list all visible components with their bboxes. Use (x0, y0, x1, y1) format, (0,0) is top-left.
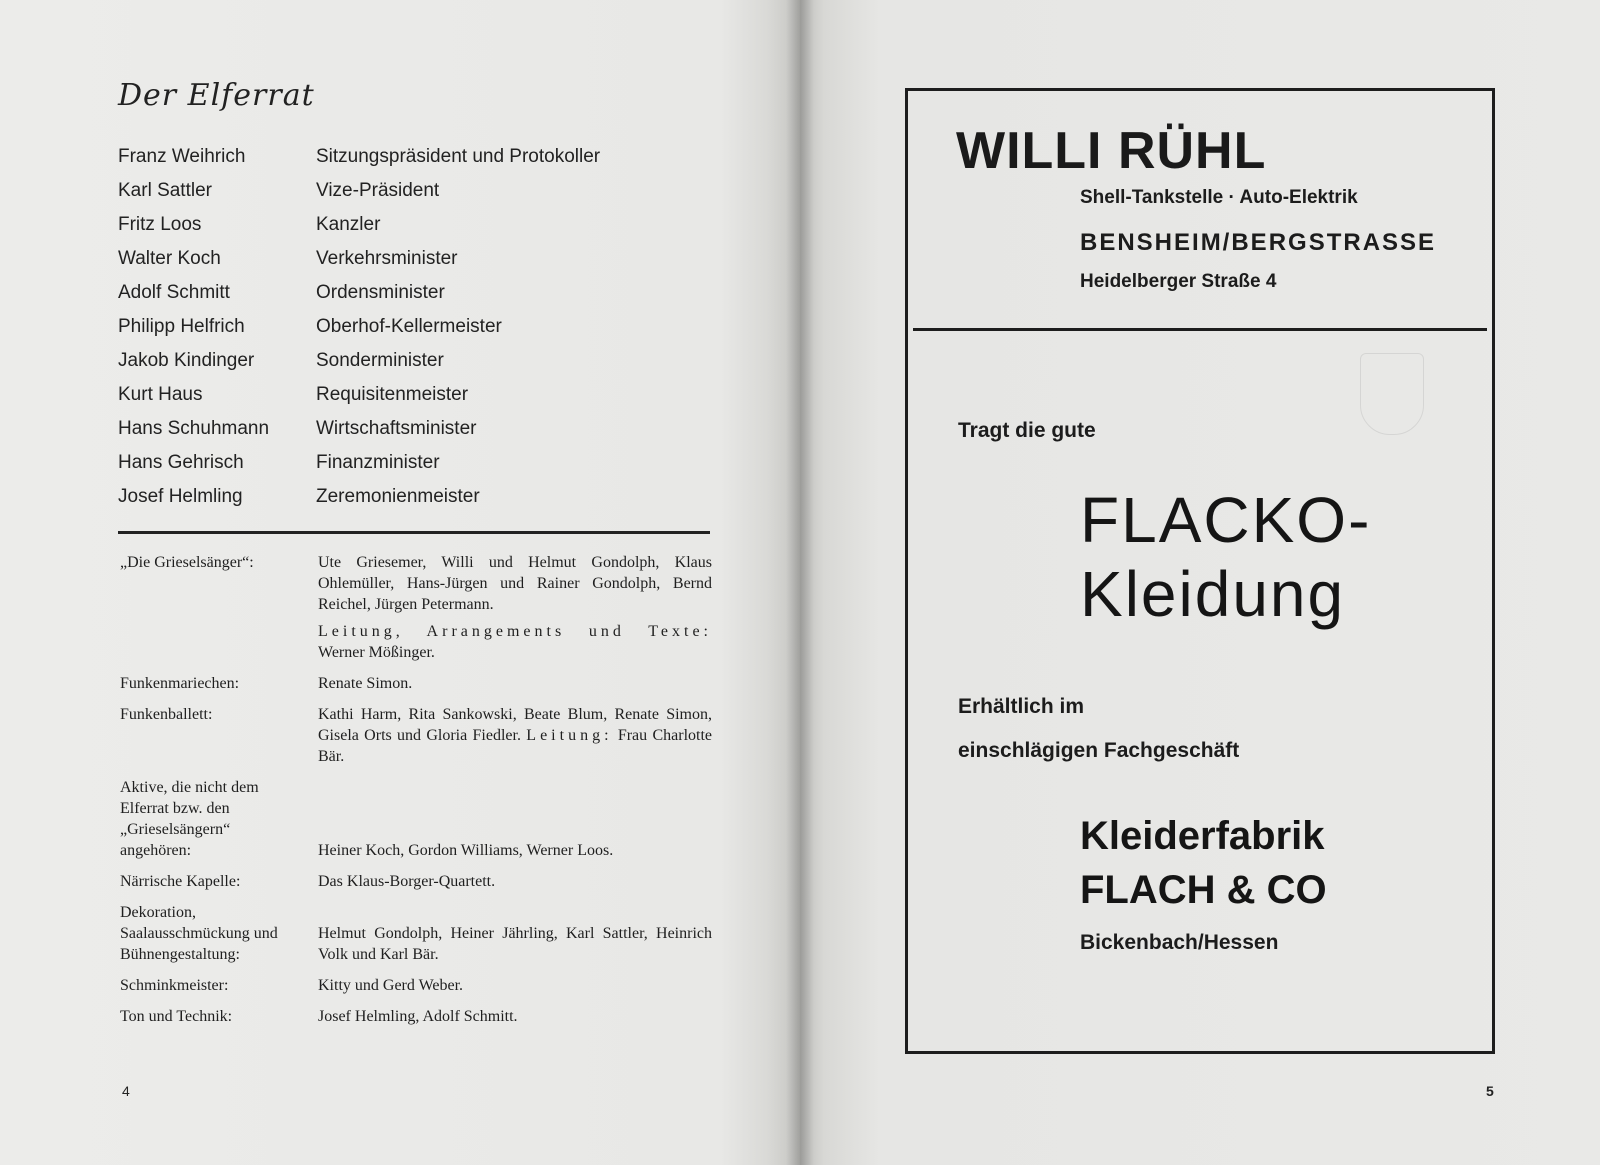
member-name: Fritz Loos (118, 214, 202, 235)
ad-maker-line2: FLACH & CO (1080, 868, 1327, 912)
section-divider (118, 531, 710, 534)
member-role: Ordensminister (316, 282, 445, 303)
credit-lead-people: Frau Charlotte Bär. (318, 727, 713, 765)
member-name: Walter Koch (118, 248, 221, 269)
roster-row (118, 312, 718, 346)
ad-product-line1: FLACKO- (1080, 484, 1372, 556)
credit-label: Ton und Technik: (120, 1008, 233, 1025)
credit-label: „Die Grieselsänger“: (120, 554, 254, 571)
credit-funkenmariechen (120, 673, 712, 694)
roster-row (118, 482, 718, 516)
credit-label: Schminkmeister: (120, 977, 229, 994)
credit-lead (318, 621, 712, 663)
member-name: Kurt Haus (118, 384, 203, 405)
roster-row (118, 414, 718, 448)
page-number-left: 4 (122, 1083, 130, 1099)
member-role: Requisitenmeister (316, 384, 469, 405)
credit-label: Funkenmariechen: (120, 675, 240, 692)
credit-people: Renate Simon. (318, 675, 413, 692)
credit-aktive (120, 777, 712, 861)
credit-members: Kathi Harm, Rita Sankowski, Beate Blum, Renate Simon, Gisela Orts und Gloria Fiedler. (318, 706, 712, 744)
ad-services: Shell-Tankstelle · Auto-Elektrik (1080, 187, 1358, 208)
member-name: Josef Helmling (118, 486, 243, 507)
member-name: Jakob Kindinger (118, 350, 255, 371)
member-role: Wirtschaftsminister (316, 418, 477, 439)
credit-people: Josef Helmling, Adolf Schmitt. (318, 1008, 518, 1025)
credit-funkenballett (120, 704, 712, 767)
ad-manufacturer-city: Bickenbach/Hessen (1080, 931, 1279, 954)
ad-available-line2: einschlägigen Fachgeschäft (958, 739, 1240, 762)
book-spine (786, 0, 814, 1165)
ad-maker-line1: Kleiderfabrik (1080, 814, 1325, 858)
credits-list (120, 552, 712, 1037)
credit-people: Das Klaus-Borger-Quartett. (318, 873, 496, 890)
member-name: Philipp Helfrich (118, 316, 245, 337)
ad-available-line1: Erhältlich im (958, 695, 1085, 718)
member-role: Kanzler (316, 214, 381, 235)
member-role: Zeremonienmeister (316, 486, 480, 507)
member-role: Sitzungspräsident und Protokoller (316, 146, 601, 167)
ad-company-name: WILLI RÜHL (956, 122, 1267, 180)
credit-people: Kitty und Gerd Weber. (318, 977, 464, 994)
ad-product-line2: Kleidung (1080, 558, 1346, 630)
page-heading: Der Elferrat (118, 78, 315, 113)
member-role: Vize-Präsident (316, 180, 440, 201)
member-role: Verkehrsminister (316, 248, 458, 269)
roster-row (118, 244, 718, 278)
credit-lead-label: Leitung: (526, 727, 613, 744)
credit-label: Aktive, die nicht dem Elferrat bzw. den „Grieselsängern“ angehören: (120, 779, 259, 859)
credit-people: Heiner Koch, Gordon Williams, Werner Loos. (318, 842, 614, 859)
member-role: Oberhof-Kellermeister (316, 316, 502, 337)
ad-bottom-rule (905, 1051, 1495, 1054)
ad-tagline: Tragt die gute (958, 419, 1096, 442)
credit-schmink (120, 975, 712, 996)
credit-lead-people: Werner Mößinger. (318, 644, 435, 661)
credit-people: Helmut Gondolph, Heiner Jährling, Karl Sattler, Heinrich Volk und Karl Bär. (318, 925, 712, 963)
credit-people (318, 552, 712, 663)
roster-row (118, 448, 718, 482)
credit-kapelle (120, 871, 712, 892)
roster-row (118, 278, 718, 312)
member-name: Hans Gehrisch (118, 452, 244, 473)
ad-street: Heidelberger Straße 4 (1080, 271, 1277, 292)
member-name: Franz Weihrich (118, 146, 246, 167)
roster-row (118, 380, 718, 414)
credit-label: Funkenballett: (120, 706, 213, 723)
member-name: Adolf Schmitt (118, 282, 230, 303)
roster-row (118, 176, 718, 210)
credit-members: Ute Griesemer, Willi und Helmut Gondolph, Klaus Ohlemüller, Hans-Jürgen und Rainer Gondolph, Bernd Reichel, Jürgen Petermann. (318, 554, 712, 613)
faded-crest-icon (1360, 353, 1424, 435)
member-role: Sonderminister (316, 350, 444, 371)
credit-lead-label: Leitung, Arrangements und Texte: (318, 623, 712, 640)
credit-label: Närrische Kapelle: (120, 873, 241, 890)
ad-divider (913, 328, 1487, 331)
member-name: Karl Sattler (118, 180, 212, 201)
advertisement-box (905, 88, 1495, 1054)
credit-ton (120, 1006, 712, 1027)
credit-grieselsaenger (120, 552, 712, 663)
roster-row (118, 142, 718, 176)
page-number-right: 5 (1486, 1083, 1494, 1099)
ad-availability (958, 685, 1239, 773)
ad-manufacturer (1080, 809, 1327, 917)
ad-product-name (1080, 483, 1371, 631)
credit-dekoration (120, 902, 712, 965)
member-role: Finanzminister (316, 452, 440, 473)
credit-label: Dekoration, Saalausschmückung und Bühnengestaltung: (120, 904, 278, 963)
ad-city: BENSHEIM/BERGSTRASSE (1080, 229, 1437, 256)
roster-row (118, 210, 718, 244)
elferrat-roster (118, 142, 718, 516)
roster-row (118, 346, 718, 380)
credit-people (318, 704, 712, 767)
member-name: Hans Schuhmann (118, 418, 270, 439)
